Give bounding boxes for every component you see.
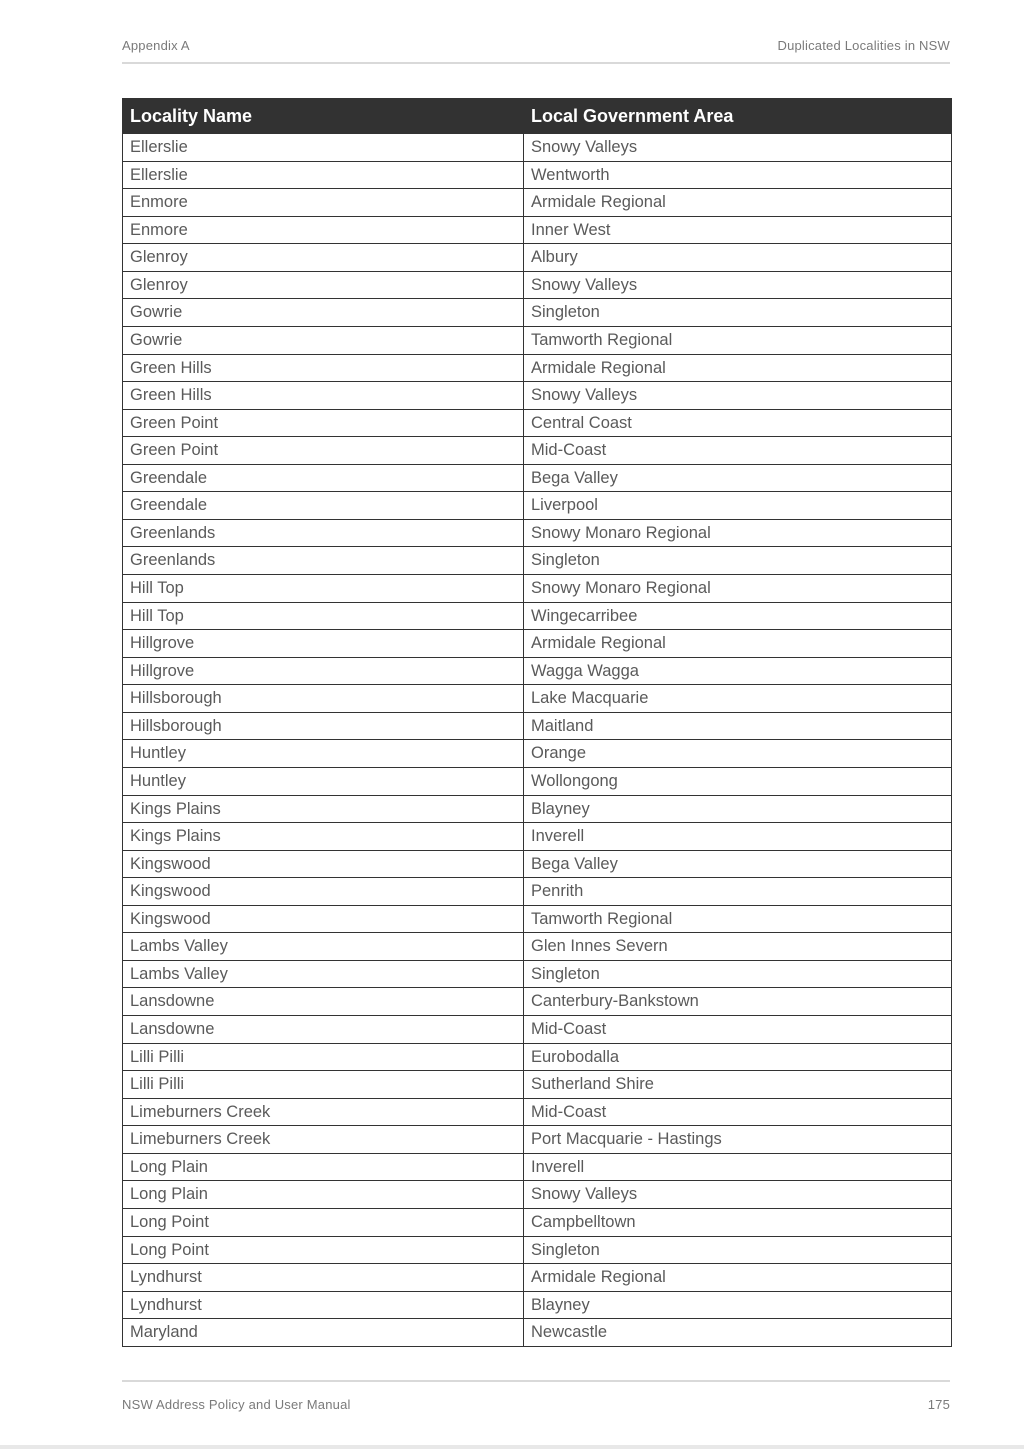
locality-name-cell: Lambs Valley <box>123 960 524 988</box>
locality-name-cell: Lilli Pilli <box>123 1071 524 1099</box>
table-row <box>123 189 952 217</box>
table-row <box>123 409 952 437</box>
locality-name-cell: Lyndhurst <box>123 1291 524 1319</box>
local-government-area-cell: Eurobodalla <box>524 1043 952 1071</box>
table-row <box>123 1208 952 1236</box>
column-header-locality-name: Locality Name <box>123 99 524 134</box>
local-government-area-cell: Inverell <box>524 823 952 851</box>
table-row <box>123 878 952 906</box>
table-row <box>123 326 952 354</box>
locality-name-cell: Hill Top <box>123 575 524 603</box>
locality-name-cell: Lyndhurst <box>123 1264 524 1292</box>
locality-name-cell: Kings Plains <box>123 795 524 823</box>
locality-name-cell: Huntley <box>123 740 524 768</box>
table-row <box>123 1071 952 1099</box>
local-government-area-cell: Wentworth <box>524 161 952 189</box>
local-government-area-cell: Armidale Regional <box>524 1264 952 1292</box>
table-row <box>123 1153 952 1181</box>
local-government-area-cell: Central Coast <box>524 409 952 437</box>
table-row <box>123 161 952 189</box>
locality-name-cell: Kings Plains <box>123 823 524 851</box>
locality-name-cell: Limeburners Creek <box>123 1126 524 1154</box>
locality-name-cell: Hillgrove <box>123 630 524 658</box>
table-row <box>123 575 952 603</box>
locality-name-cell: Glenroy <box>123 271 524 299</box>
table-row <box>123 1181 952 1209</box>
local-government-area-cell: Armidale Regional <box>524 189 952 217</box>
locality-name-cell: Lansdowne <box>123 988 524 1016</box>
table-row <box>123 464 952 492</box>
locality-name-cell: Gowrie <box>123 326 524 354</box>
localities-table-container <box>122 98 951 1347</box>
header-document-title: Duplicated Localities in NSW <box>777 38 950 53</box>
local-government-area-cell: Singleton <box>524 299 952 327</box>
footer-document-title: NSW Address Policy and User Manual <box>122 1397 351 1412</box>
local-government-area-cell: Blayney <box>524 795 952 823</box>
page-number: 175 <box>927 1397 950 1412</box>
column-header-local-government-area: Local Government Area <box>524 99 952 134</box>
local-government-area-cell: Snowy Valleys <box>524 1181 952 1209</box>
locality-name-cell: Hillsborough <box>123 712 524 740</box>
locality-name-cell: Green Hills <box>123 354 524 382</box>
duplicated-localities-table <box>122 98 952 1347</box>
locality-name-cell: Greendale <box>123 492 524 520</box>
table-row <box>123 1236 952 1264</box>
table-row <box>123 382 952 410</box>
locality-name-cell: Enmore <box>123 216 524 244</box>
locality-name-cell: Maryland <box>123 1319 524 1347</box>
local-government-area-cell: Armidale Regional <box>524 354 952 382</box>
local-government-area-cell: Sutherland Shire <box>524 1071 952 1099</box>
locality-name-cell: Greenlands <box>123 519 524 547</box>
local-government-area-cell: Penrith <box>524 878 952 906</box>
table-row <box>123 933 952 961</box>
table-row <box>123 795 952 823</box>
table-row <box>123 437 952 465</box>
local-government-area-cell: Bega Valley <box>524 464 952 492</box>
local-government-area-cell: Liverpool <box>524 492 952 520</box>
local-government-area-cell: Mid-Coast <box>524 1098 952 1126</box>
local-government-area-cell: Tamworth Regional <box>524 905 952 933</box>
local-government-area-cell: Canterbury-Bankstown <box>524 988 952 1016</box>
table-row <box>123 1043 952 1071</box>
locality-name-cell: Limeburners Creek <box>123 1098 524 1126</box>
table-row <box>123 602 952 630</box>
locality-name-cell: Kingswood <box>123 905 524 933</box>
local-government-area-cell: Armidale Regional <box>524 630 952 658</box>
table-row <box>123 740 952 768</box>
locality-name-cell: Enmore <box>123 189 524 217</box>
locality-name-cell: Ellerslie <box>123 161 524 189</box>
table-body <box>123 134 952 1347</box>
local-government-area-cell: Glen Innes Severn <box>524 933 952 961</box>
table-row <box>123 271 952 299</box>
table-row <box>123 1319 952 1347</box>
local-government-area-cell: Blayney <box>524 1291 952 1319</box>
local-government-area-cell: Snowy Valleys <box>524 271 952 299</box>
local-government-area-cell: Maitland <box>524 712 952 740</box>
table-row <box>123 960 952 988</box>
table-row <box>123 988 952 1016</box>
locality-name-cell: Greenlands <box>123 547 524 575</box>
table-row <box>123 492 952 520</box>
local-government-area-cell: Snowy Valleys <box>524 382 952 410</box>
local-government-area-cell: Mid-Coast <box>524 437 952 465</box>
table-row <box>123 1016 952 1044</box>
table-row <box>123 685 952 713</box>
local-government-area-cell: Singleton <box>524 960 952 988</box>
locality-name-cell: Long Plain <box>123 1153 524 1181</box>
table-row <box>123 519 952 547</box>
table-row <box>123 905 952 933</box>
table-row <box>123 1126 952 1154</box>
locality-name-cell: Kingswood <box>123 878 524 906</box>
local-government-area-cell: Port Macquarie - Hastings <box>524 1126 952 1154</box>
page-bottom-edge <box>0 1445 1024 1449</box>
local-government-area-cell: Wagga Wagga <box>524 657 952 685</box>
local-government-area-cell: Newcastle <box>524 1319 952 1347</box>
locality-name-cell: Lilli Pilli <box>123 1043 524 1071</box>
table-header <box>123 99 952 134</box>
local-government-area-cell: Inner West <box>524 216 952 244</box>
locality-name-cell: Long Plain <box>123 1181 524 1209</box>
table-row <box>123 244 952 272</box>
locality-name-cell: Long Point <box>123 1208 524 1236</box>
table-row <box>123 354 952 382</box>
table-row <box>123 134 952 162</box>
table-row <box>123 1291 952 1319</box>
locality-name-cell: Lansdowne <box>123 1016 524 1044</box>
local-government-area-cell: Orange <box>524 740 952 768</box>
table-row <box>123 216 952 244</box>
table-row <box>123 712 952 740</box>
locality-name-cell: Hill Top <box>123 602 524 630</box>
table-row <box>123 630 952 658</box>
table-row <box>123 299 952 327</box>
locality-name-cell: Green Point <box>123 409 524 437</box>
local-government-area-cell: Inverell <box>524 1153 952 1181</box>
local-government-area-cell: Wollongong <box>524 767 952 795</box>
table-row <box>123 657 952 685</box>
table-row <box>123 767 952 795</box>
locality-name-cell: Hillgrove <box>123 657 524 685</box>
locality-name-cell: Long Point <box>123 1236 524 1264</box>
local-government-area-cell: Mid-Coast <box>524 1016 952 1044</box>
local-government-area-cell: Tamworth Regional <box>524 326 952 354</box>
local-government-area-cell: Bega Valley <box>524 850 952 878</box>
local-government-area-cell: Singleton <box>524 547 952 575</box>
page-header <box>122 38 950 64</box>
page-footer <box>122 1380 950 1412</box>
locality-name-cell: Green Hills <box>123 382 524 410</box>
table-row <box>123 1264 952 1292</box>
table-row <box>123 823 952 851</box>
table-row <box>123 850 952 878</box>
local-government-area-cell: Singleton <box>524 1236 952 1264</box>
local-government-area-cell: Lake Macquarie <box>524 685 952 713</box>
locality-name-cell: Glenroy <box>123 244 524 272</box>
locality-name-cell: Kingswood <box>123 850 524 878</box>
header-section-label: Appendix A <box>122 38 190 53</box>
locality-name-cell: Lambs Valley <box>123 933 524 961</box>
local-government-area-cell: Albury <box>524 244 952 272</box>
table-row <box>123 1098 952 1126</box>
table-row <box>123 547 952 575</box>
locality-name-cell: Huntley <box>123 767 524 795</box>
locality-name-cell: Hillsborough <box>123 685 524 713</box>
local-government-area-cell: Campbelltown <box>524 1208 952 1236</box>
table-header-row <box>123 99 952 134</box>
local-government-area-cell: Wingecarribee <box>524 602 952 630</box>
locality-name-cell: Ellerslie <box>123 134 524 162</box>
local-government-area-cell: Snowy Valleys <box>524 134 952 162</box>
locality-name-cell: Greendale <box>123 464 524 492</box>
locality-name-cell: Green Point <box>123 437 524 465</box>
locality-name-cell: Gowrie <box>123 299 524 327</box>
local-government-area-cell: Snowy Monaro Regional <box>524 575 952 603</box>
local-government-area-cell: Snowy Monaro Regional <box>524 519 952 547</box>
